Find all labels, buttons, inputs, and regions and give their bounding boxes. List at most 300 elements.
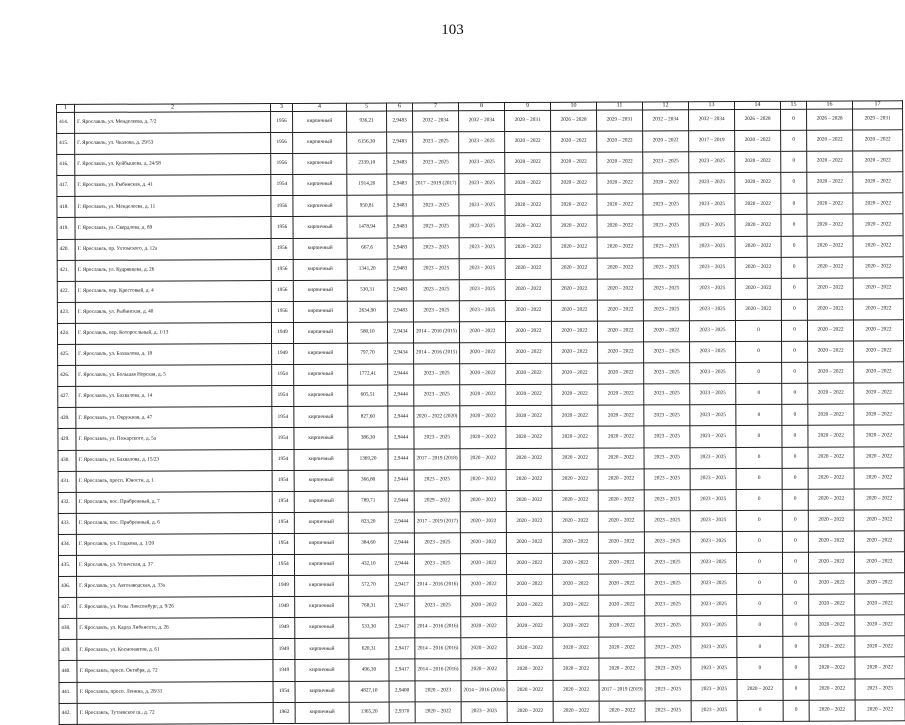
table-cell: 435.	[58, 555, 76, 576]
table-cell: кирпичный	[294, 554, 348, 575]
table-cell: кирпичный	[293, 132, 347, 153]
table-cell: 2020 – 2022	[505, 131, 551, 152]
table-cell: 420.	[57, 239, 75, 260]
table-cell: 2020 – 2022	[415, 701, 461, 722]
address-cell: Г. Ярославль, ул. Карла Либкнехта, д. 26	[77, 618, 273, 640]
table-cell: 1954	[272, 470, 294, 491]
table-cell: кирпичный	[295, 639, 349, 660]
table-cell: 2020 – 2022	[854, 404, 904, 425]
table-cell: 2020 – 2022	[507, 659, 553, 680]
table-cell: 0	[783, 615, 809, 636]
table-cell: 2023 – 2025	[691, 595, 737, 616]
table-cell: 1954	[272, 554, 294, 575]
table-cell: 530,31	[347, 280, 387, 301]
table-cell: 2020 – 2022	[460, 469, 506, 490]
table-cell: 2,9444	[388, 385, 414, 406]
table-cell: 2020 – 2022	[643, 131, 689, 152]
table-cell: 2020 – 2022	[553, 680, 599, 701]
table-cell: 2029 – 2022	[414, 490, 460, 511]
table-cell: 2023 – 2025	[413, 258, 459, 279]
table-cell: 2023 – 2025	[415, 596, 461, 617]
table-cell: 789,71	[348, 491, 388, 512]
table-cell: 1956	[271, 196, 293, 217]
table-cell: 2020 – 2022	[853, 130, 903, 151]
table-cell: 1954	[272, 428, 294, 449]
column-number: 12	[642, 102, 688, 110]
table-cell: 2023 – 2025	[689, 236, 735, 257]
table-cell: 2,9483	[387, 195, 413, 216]
table-cell: 620,31	[349, 638, 389, 659]
column-number: 13	[688, 102, 734, 110]
table-cell: 1341,20	[347, 259, 387, 280]
column-number: 1	[57, 104, 75, 112]
table-cell: 2023 – 2025	[459, 300, 505, 321]
table-cell: 2023 – 2025	[459, 258, 505, 279]
table-cell: 1949	[273, 639, 295, 660]
table-cell: 426.	[58, 366, 76, 387]
table-cell: кирпичный	[293, 196, 347, 217]
table-cell: 2020 – 2022	[597, 152, 643, 173]
table-cell: 2020 – 2022	[854, 446, 904, 467]
table-cell: 2020 – 2022	[808, 531, 854, 552]
table-cell: 2020 – 2022	[597, 194, 643, 215]
column-number: 7	[412, 103, 458, 111]
table-cell: 2023 – 2025	[644, 532, 690, 553]
table-cell: 2023 – 2025	[689, 215, 735, 236]
address-cell: Г. Ярославль, ул. Менделеева, д. 11	[75, 196, 271, 218]
table-cell: 2020 – 2022	[855, 699, 905, 720]
table-cell: 2029 – 2031	[597, 110, 643, 131]
table-cell: 2,9483	[387, 174, 413, 195]
table-cell: кирпичный	[294, 364, 348, 385]
table-cell: 0	[737, 594, 783, 615]
column-number: 9	[504, 102, 550, 110]
table-cell: кирпичный	[293, 280, 347, 301]
table-cell: 2020 – 2022	[737, 679, 783, 700]
table-cell: 2020 – 2022	[506, 342, 552, 363]
table-cell: 427.	[58, 387, 76, 408]
address-cell: Г. Ярославль, ул. Бахвалова, д. 15/23	[76, 449, 272, 471]
table-cell: 2020 – 2022	[506, 385, 552, 406]
table-cell: 2023 – 2025	[644, 426, 690, 447]
column-number: 16	[806, 101, 852, 109]
table-cell: 424.	[57, 323, 75, 344]
table-cell: 2020 – 2022	[599, 637, 645, 658]
address-cell: Г. Ярославль, ул. Рыбинская, д. 40	[75, 301, 271, 323]
table-cell: 1954	[272, 365, 294, 386]
table-cell: 0	[736, 510, 782, 531]
table-cell: 2020 – 2022	[854, 467, 904, 488]
table-cell: 2023 – 2025	[459, 132, 505, 153]
table-cell: 2032 – 2034	[689, 110, 735, 131]
table-cell: 2020 – 2022	[598, 490, 644, 511]
table-cell: 0	[781, 130, 807, 151]
table-cell: 950,81	[347, 195, 387, 216]
table-cell: 2014 – 2016 (2015)	[413, 322, 459, 343]
table-cell: 1478,94	[347, 217, 387, 238]
table-cell: кирпичный	[294, 343, 348, 364]
table-cell: 2020 – 2022	[853, 278, 903, 299]
table-cell: 2020 – 2022	[598, 511, 644, 532]
table-cell: 2020 – 2022	[551, 173, 597, 194]
table-cell: 2023 – 2025	[413, 216, 459, 237]
table-cell: кирпичный	[294, 407, 348, 428]
table-cell: 2020 – 2022	[506, 363, 552, 384]
table-cell: 2020 – 2022	[507, 701, 553, 722]
table-cell: 2020 – 2022	[598, 384, 644, 405]
table-cell: 2020 – 2022	[461, 659, 507, 680]
table-cell: 0	[782, 341, 808, 362]
table-cell: 2020 – 2022	[551, 237, 597, 258]
table-cell: 366,80	[348, 470, 388, 491]
table-cell: 2,9434	[388, 343, 414, 364]
table-cell: 2023 – 2025	[691, 658, 737, 679]
table-cell: 2023 – 2025	[643, 152, 689, 173]
table-cell: кирпичный	[295, 575, 349, 596]
table-cell: 2020 – 2022	[735, 130, 781, 151]
table-cell: 2020 – 2022	[809, 636, 855, 657]
table-cell: 2020 – 2022	[460, 364, 506, 385]
table-cell: 2020 – 2023	[415, 680, 461, 701]
table-cell: 1956	[271, 133, 293, 154]
table-cell: кирпичный	[295, 660, 349, 681]
table-cell: 438.	[59, 619, 77, 640]
table-cell: 823,20	[348, 512, 388, 533]
table-cell: 2020 – 2022	[809, 700, 855, 721]
table-cell: 2023 – 2025	[689, 194, 735, 215]
table-cell: 0	[782, 531, 808, 552]
table-cell: 2020 – 2022	[505, 279, 551, 300]
table-cell: 384,60	[348, 533, 388, 554]
table-cell: 0	[737, 637, 783, 658]
table-cell: 2020 – 2022	[552, 405, 598, 426]
table-cell: 2020 – 2022	[506, 553, 552, 574]
table-cell: 0	[782, 383, 808, 404]
table-cell: 1956	[271, 238, 293, 259]
address-cell: Г. Ярославль, пос. Прибрежный, д. 7	[76, 491, 272, 513]
table-cell: 2020 – 2022	[598, 426, 644, 447]
table-cell: 2020 – 2022	[853, 256, 903, 277]
table-cell: 2020 – 2022	[808, 362, 854, 383]
table-cell: 2020 – 2022	[552, 427, 598, 448]
table-cell: 2020 – 2022	[460, 427, 506, 448]
table-cell: 0	[736, 384, 782, 405]
table-cell: 572,70	[349, 575, 389, 596]
table-cell: 2023 – 2025	[645, 637, 691, 658]
table-cell: 432.	[58, 492, 76, 513]
table-cell: 1954	[273, 681, 295, 702]
table-cell: 2023 – 2025	[689, 173, 735, 194]
table-cell: 2020 – 2022	[735, 194, 781, 215]
table-cell: 827,60	[348, 406, 388, 427]
table-cell: кирпичный	[293, 217, 347, 238]
table-cell: кирпичный	[295, 596, 349, 617]
address-cell: Г. Ярославль, ул. Гладкова, д. 1/20	[76, 533, 272, 555]
table-cell: 2020 – 2022	[505, 300, 551, 321]
table-cell: 2020 – 2022	[505, 258, 551, 279]
table-cell: 2020 – 2022	[735, 278, 781, 299]
table-cell: 2020 – 2022	[553, 701, 599, 722]
table-cell: 2020 – 2022	[855, 657, 905, 678]
table-cell: 0	[783, 679, 809, 700]
table-cell: 2020 – 2022	[598, 447, 644, 468]
table-cell: 2023 – 2025	[691, 637, 737, 658]
table-cell: кирпичный	[293, 322, 347, 343]
table-cell: 1956	[271, 280, 293, 301]
table-cell: 2020 – 2022	[552, 490, 598, 511]
table-cell: 2,9444	[388, 533, 414, 554]
table-cell: 430.	[58, 450, 76, 471]
table-cell: 2023 – 2025	[414, 427, 460, 448]
table-cell: 2023 – 2025	[645, 616, 691, 637]
table-cell: 2020 – 2022	[598, 532, 644, 553]
table-cell: 2020 – 2022	[854, 341, 904, 362]
table-cell: 1772,41	[348, 364, 388, 385]
table-cell: 2020 – 2022	[460, 511, 506, 532]
table-cell: 2020 – 2022	[853, 151, 903, 172]
table-cell: 2014 – 2016 (2015)	[414, 343, 460, 364]
table-cell: 2020 – 2022	[854, 510, 904, 531]
table-cell: 2634,90	[347, 301, 387, 322]
table-cell: 0	[782, 405, 808, 426]
table-cell: 415.	[57, 134, 75, 155]
table-cell: 797,70	[348, 343, 388, 364]
table-cell: 2020 – 2022	[551, 195, 597, 216]
table-cell: 2020 – 2022	[597, 258, 643, 279]
table-cell: 2020 – 2022	[506, 490, 552, 511]
address-cell: Г. Ярославль, ул. Автозаводская, д. 33а	[77, 576, 273, 598]
table-cell: 2,9483	[387, 301, 413, 322]
address-cell: Г. Ярославль, просп. Ленина, д. 28/31	[77, 681, 273, 703]
table-cell: 2,9417	[389, 617, 415, 638]
table-cell: 2020 – 2022	[853, 214, 903, 235]
table-cell: 2023 – 2025	[691, 574, 737, 595]
address-cell: Г. Ярославль, ул. Менделеева, д. 7/2	[75, 112, 271, 134]
table-cell: 439.	[59, 640, 77, 661]
table-cell: 2026 – 2028	[551, 110, 597, 131]
table-cell: 2020 – 2022	[809, 573, 855, 594]
table-cell: 2020 – 2022	[597, 173, 643, 194]
table-cell: 2023 – 2025	[691, 700, 737, 721]
table-cell: 2,9444	[388, 406, 414, 427]
table-cell: 2023 – 2025	[645, 574, 691, 595]
column-number: 6	[386, 103, 412, 111]
table-cell: 1954	[272, 386, 294, 407]
table-cell: 0	[736, 468, 782, 489]
table-cell: 2020 – 2022	[551, 321, 597, 342]
table-cell: 1954	[272, 512, 294, 533]
column-number: 15	[780, 101, 806, 109]
table-cell: 2,9483	[387, 132, 413, 153]
address-cell: Г. Ярославль, ул. Свердлова, д. 89	[75, 217, 271, 239]
address-cell: Г. Ярославль, ул. Кудрявцева, д. 26	[75, 259, 271, 281]
table-cell: 2023 – 2025	[644, 405, 690, 426]
table-cell: 1949	[272, 343, 294, 364]
table-cell: 2020 – 2022	[643, 321, 689, 342]
table-cell: 2,9444	[388, 364, 414, 385]
table-cell: 2,9417	[389, 596, 415, 617]
table-cell: 2026 – 2028	[735, 109, 781, 130]
table-cell: 2020 – 2022	[552, 363, 598, 384]
table-cell: 0	[781, 236, 807, 257]
column-number: 3	[271, 103, 293, 111]
table-cell: 0	[737, 700, 783, 721]
table-cell: 2020 – 2022	[553, 595, 599, 616]
table-cell: 2020 – 2022	[461, 596, 507, 617]
table-cell: 0	[736, 405, 782, 426]
table-cell: 2020 – 2022	[807, 278, 853, 299]
table-cell: 2023 – 2025	[414, 364, 460, 385]
table-cell: 1954	[272, 491, 294, 512]
table-cell: 2020 – 2022	[809, 657, 855, 678]
table-cell: 2023 – 2025	[413, 237, 459, 258]
table-cell: 2023 – 2025	[691, 616, 737, 637]
table-cell: 0	[781, 109, 807, 130]
table-cell: кирпичный	[295, 702, 349, 723]
address-cell: Г. Ярославль, ул. Бахвалова, д. 18	[76, 344, 272, 366]
table-cell: 2020 – 2022	[807, 236, 853, 257]
table-cell: 2020 – 2022	[808, 383, 854, 404]
address-cell: Г. Ярославль, Тутаевское ш., д. 72	[77, 702, 273, 724]
table-cell: 2020 – 2022	[551, 258, 597, 279]
table-cell: 0	[736, 531, 782, 552]
address-cell: Г. Ярославль, ул. Угличская, д. 37	[76, 555, 272, 577]
table-cell: 2023 – 2025	[461, 701, 507, 722]
table-cell: 0	[781, 278, 807, 299]
table-cell: 2023 – 2025	[645, 679, 691, 700]
table-cell: 0	[781, 215, 807, 236]
table-cell: 1956	[271, 259, 293, 280]
table-cell: 2023 – 2025	[643, 257, 689, 278]
table-cell: 2020 – 2022	[808, 404, 854, 425]
table-cell: 2020 – 2022	[459, 321, 505, 342]
table-cell: 2020 – 2022	[507, 638, 553, 659]
table-cell: 1949	[271, 322, 293, 343]
column-number: 4	[292, 103, 346, 111]
table-cell: 2,9444	[388, 427, 414, 448]
address-cell: Г. Ярославль, ул. Розы Люксембург, д. 9/26	[77, 597, 273, 619]
table-cell: 2020 – 2022	[599, 701, 645, 722]
table-cell: 2020 – 2022	[808, 447, 854, 468]
table-cell: 496,30	[349, 659, 389, 680]
table-cell: 2023 – 2025	[644, 489, 690, 510]
table-cell: 2023 – 2025	[690, 489, 736, 510]
table-cell: 2020 – 2022	[553, 659, 599, 680]
table-cell: 2020 – 2022	[853, 320, 903, 341]
table-cell: 2,9444	[388, 554, 414, 575]
table-cell: 2023 – 2025	[689, 152, 735, 173]
table-cell: 0	[781, 173, 807, 194]
table-cell: 2,9417	[389, 659, 415, 680]
table-cell: кирпичный	[293, 111, 347, 132]
table-cell: 2020 – 2022	[460, 532, 506, 553]
table-cell: 2020 – 2022	[507, 574, 553, 595]
table-cell: 2023 – 2025	[643, 215, 689, 236]
table-cell: 2020 – 2022	[809, 679, 855, 700]
table-cell: 2020 – 2022	[506, 427, 552, 448]
address-cell: Г. Ярославль, ул. Чкалова, д. 29/53	[75, 133, 271, 155]
table-cell: 2020 – 2022 (2020)	[414, 406, 460, 427]
table-cell: 0	[783, 700, 809, 721]
table-cell: 0	[781, 257, 807, 278]
table-cell: 2,9483	[387, 111, 413, 132]
table-cell: 436.	[59, 576, 77, 597]
table-cell: 533,30	[349, 617, 389, 638]
table-cell: 2020 – 2022	[808, 489, 854, 510]
table-cell: 2020 – 2022	[854, 552, 904, 573]
table-cell: 429.	[58, 429, 76, 450]
table-cell: 0	[736, 447, 782, 468]
table-cell: 2020 – 2022	[854, 383, 904, 404]
table-cell: 2023 – 2025	[644, 342, 690, 363]
table-cell: 2,9483	[387, 280, 413, 301]
table-cell: 2020 – 2022	[853, 193, 903, 214]
table-cell: 0	[736, 362, 782, 383]
table-cell: 418.	[57, 197, 75, 218]
table-cell: 2020 – 2022	[735, 236, 781, 257]
table-cell: 2020 – 2022	[807, 299, 853, 320]
table-cell: 425.	[58, 344, 76, 365]
table-cell: 2032 – 2034	[459, 111, 505, 132]
table-cell: 1949	[273, 660, 295, 681]
table-cell: 2014 – 2016 (2016)	[415, 617, 461, 638]
table-cell: 2020 – 2022	[552, 553, 598, 574]
table-cell: 0	[781, 194, 807, 215]
table-cell: 0	[783, 594, 809, 615]
table-cell: 2020 – 2022	[808, 510, 854, 531]
table-cell: 2020 – 2022	[506, 532, 552, 553]
table-cell: 2020 – 2022	[460, 385, 506, 406]
table-cell: 2020 – 2022	[855, 636, 905, 657]
table-cell: 2023 – 2025	[690, 510, 736, 531]
table-cell: 2,9400	[389, 680, 415, 701]
table-cell: 0	[783, 637, 809, 658]
table-cell: 414.	[57, 112, 75, 133]
table-cell: 0	[782, 426, 808, 447]
table-cell: 0	[781, 299, 807, 320]
table-cell: 2020 – 2022	[807, 214, 853, 235]
table-cell: 0	[737, 658, 783, 679]
table-cell: 2023 – 2025	[414, 554, 460, 575]
column-number: 17	[852, 101, 902, 109]
table-cell: 2020 – 2022	[597, 131, 643, 152]
table-cell: 0	[782, 468, 808, 489]
table-cell: 2020 – 2022	[853, 235, 903, 256]
table-cell: 2023 – 2025	[645, 658, 691, 679]
table-cell: 2020 – 2022	[460, 554, 506, 575]
table-cell: 2020 – 2022	[551, 131, 597, 152]
address-cell: Г. Ярославль, ул. Бахвалова, д. 14	[76, 386, 272, 408]
table-cell: 419.	[57, 218, 75, 239]
table-cell: 2023 – 2025	[643, 194, 689, 215]
table-cell: 1956	[271, 301, 293, 322]
table-cell: 2023 – 2025	[414, 469, 460, 490]
table-cell: 2,9483	[387, 153, 413, 174]
table-cell: 0	[783, 658, 809, 679]
table-cell: 2,9483	[387, 238, 413, 259]
table-cell: 2023 – 2025	[690, 363, 736, 384]
table-cell: кирпичный	[294, 533, 348, 554]
table-cell: 2020 – 2022	[854, 362, 904, 383]
table-cell: 2020 – 2022	[506, 469, 552, 490]
table-cell: 2,9444	[388, 448, 414, 469]
table-cell: 2014 – 2016 (2016)	[415, 659, 461, 680]
table-cell: 1949	[273, 597, 295, 618]
table-cell: 2020 – 2022	[553, 637, 599, 658]
table-cell: 1954	[272, 407, 294, 428]
table-cell: 2339,10	[347, 153, 387, 174]
table-cell: 1365,20	[349, 702, 389, 723]
